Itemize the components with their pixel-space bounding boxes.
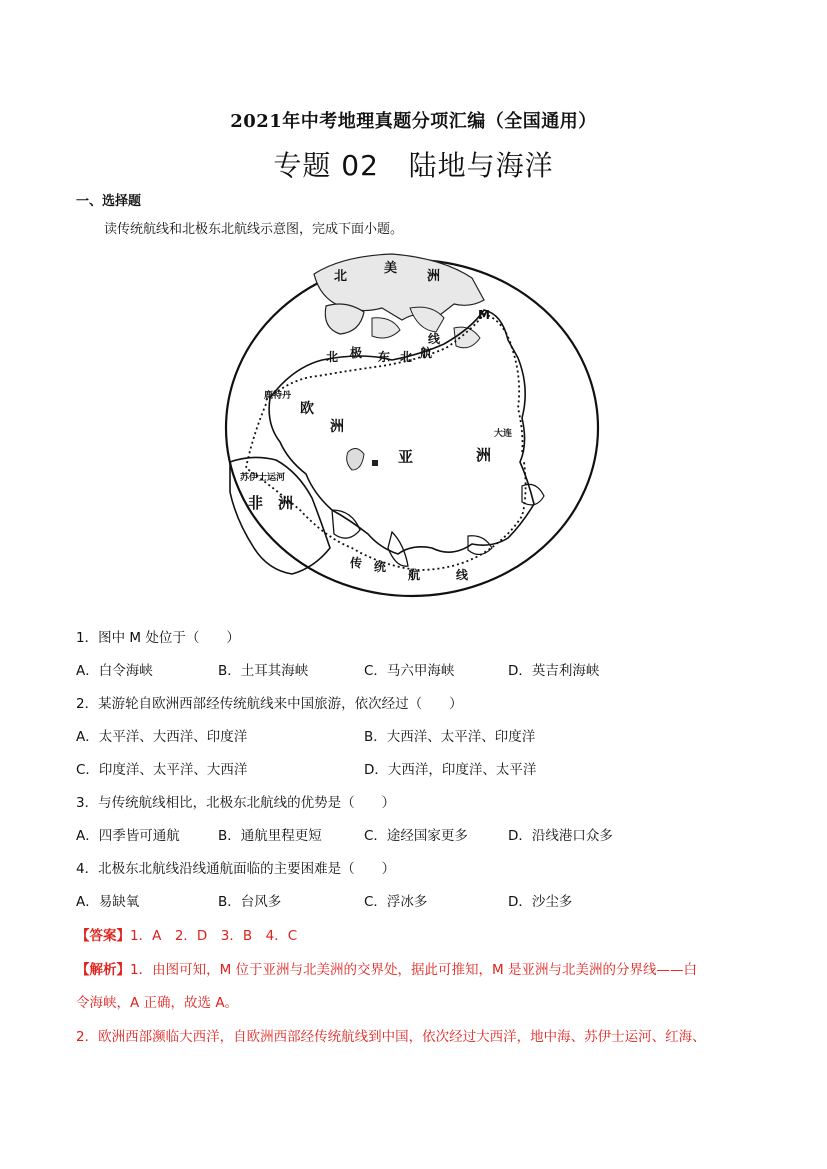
analysis-text: 1．由图可知，M 位于亚洲与北美洲的交界处，据此可推知，M 是亚洲与北美洲的分界线——白 [130, 962, 697, 978]
map-label-north-america: 美 [384, 261, 398, 276]
map-label-arctic-route: 北 [400, 350, 413, 364]
question-option: A．白令海峡 [76, 663, 153, 679]
map-label-dalian: 大连 [494, 429, 513, 439]
topic-number: 专题 02 [273, 149, 379, 182]
globe-map [222, 248, 602, 600]
map-label-arctic-route: 极 [350, 346, 363, 360]
map-label-asia: 亚 [398, 448, 414, 466]
question-option: A．易缺氧 [76, 894, 140, 910]
question-option: C．马六甲海峡 [364, 663, 455, 679]
map-label-africa: 非 [248, 494, 264, 512]
question-option: A．四季皆可通航 [76, 828, 180, 844]
map-label-traditional-route: 传 [350, 556, 363, 570]
question-intro: 读传统航线和北极东北航线示意图，完成下面小题。 [104, 222, 404, 237]
map-label-africa: 洲 [278, 494, 294, 512]
question-stem: 4．北极东北航线沿线通航面临的主要困难是（ ） [76, 861, 396, 877]
map-label-traditional-route: 航 [408, 568, 421, 582]
map-label-rotterdam: 鹿特丹 [264, 391, 292, 401]
question-option: B．大西洋、太平洋、印度洋 [364, 729, 536, 745]
answer-text: 1．A 2．D 3．B 4．C [130, 928, 298, 944]
route-map-figure [222, 248, 602, 600]
map-label-route: 航 [420, 346, 433, 360]
map-label-traditional-route: 线 [456, 568, 469, 582]
map-label-north-america: 北 [334, 269, 348, 284]
question-option: B．通航里程更短 [218, 828, 322, 844]
lake-marker [372, 460, 378, 466]
answer-line [76, 924, 297, 944]
map-label-arctic-route: 北 [326, 350, 339, 364]
map-label-m: M [478, 308, 490, 322]
question-option: D．英吉利海峡 [508, 663, 600, 679]
map-label-north-america: 洲 [427, 269, 441, 284]
analysis-line [76, 958, 697, 978]
map-label-traditional-route: 统 [374, 560, 387, 574]
analysis-label: 【解析】 [76, 962, 130, 978]
section-heading: 一、选择题 [76, 194, 142, 209]
map-label-route: 线 [428, 332, 441, 346]
question-stem: 2．某游轮自欧洲西部经传统航线来中国旅游，依次经过（ ） [76, 696, 463, 712]
document-title: 2021年中考地理真题分项汇编（全国通用） [230, 111, 597, 132]
question-option: A．太平洋、大西洋、印度洋 [76, 729, 248, 745]
map-label-suez: 苏伊士运河 [240, 473, 286, 483]
question-option: C．途经国家更多 [364, 828, 468, 844]
topic-name: 陆地与海洋 [408, 149, 554, 182]
topic-title [0, 144, 827, 184]
question-option: B．台风多 [218, 894, 282, 910]
question-option: B．土耳其海峡 [218, 663, 309, 679]
analysis-line: 令海峡，A 正确，故选 A。 [76, 995, 239, 1011]
question-option: D．沙尘多 [508, 894, 573, 910]
question-option: D．沿线港口众多 [508, 828, 613, 844]
question-option: D．大西洋，印度洋、太平洋 [364, 762, 537, 778]
map-label-europe: 欧 [300, 401, 314, 417]
map-label-asia: 洲 [476, 446, 492, 464]
question-stem: 1．图中 M 处位于（ ） [76, 630, 240, 646]
question-option: C．印度洋、太平洋、大西洋 [76, 762, 248, 778]
answer-label: 【答案】 [76, 928, 130, 944]
analysis-line: 2．欧洲西部濒临大西洋，自欧洲西部经传统航线到中国，依次经过大西洋，地中海、苏伊士运河、红海、 [76, 1029, 706, 1045]
map-label-arctic-route: 东 [378, 350, 391, 364]
question-option: C．浮冰多 [364, 894, 428, 910]
map-label-europe: 洲 [330, 419, 344, 435]
question-stem: 3．与传统航线相比，北极东北航线的优势是（ ） [76, 795, 396, 811]
